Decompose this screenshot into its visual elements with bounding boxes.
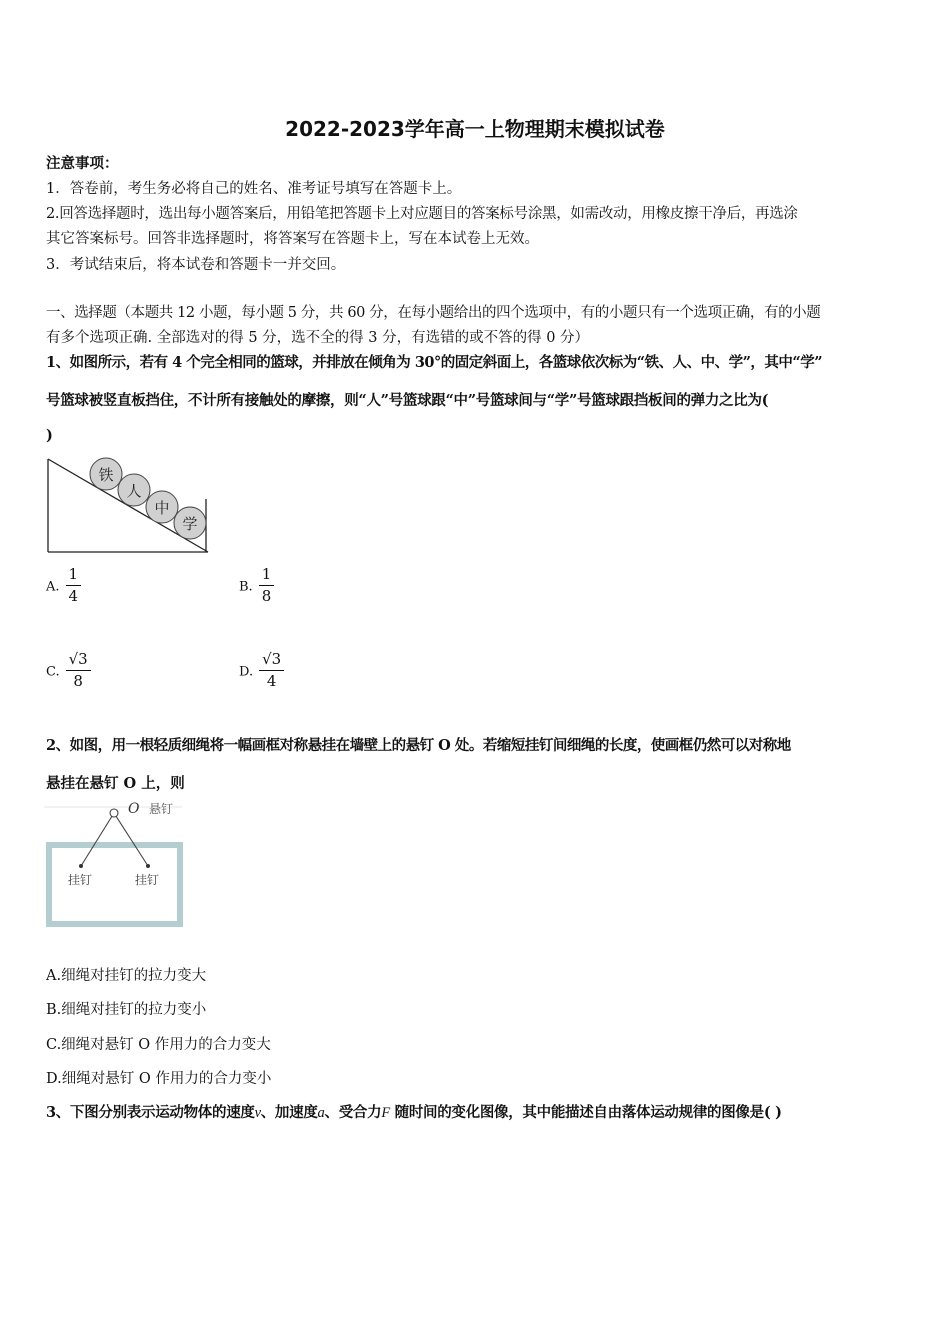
option-d: D.细绳对悬钉 O 作用力的合力变小: [46, 1071, 272, 1087]
o-label: O: [128, 801, 140, 817]
question-3-text: 3、下图分别表示运动物体的速度v、加速度a、受合力F 随时间的变化图像，其中能描述自由落体运动规律的图像是( ): [46, 1104, 782, 1121]
question-1-text: 号篮球被竖直板挡住，不计所有接触处的摩擦，则“人”号篮球跟“中”号篮球间与“学”号篮球跟挡板间的弹力之比为(: [46, 392, 769, 409]
option-b: B. $\frac{1}{8}$: [239, 566, 274, 606]
ball-label: 中: [154, 499, 170, 517]
nail-icon: [146, 864, 150, 868]
option-a: A.细绳对挂钉的拉力变大: [46, 968, 207, 984]
picture-frame-figure: [44, 798, 189, 930]
notice-item: 其它答案标号。回答非选择题时，将答案写在答题卡上，写在本试卷上无效。: [46, 231, 539, 247]
option-c: C. $\frac{√3}{8}$: [46, 651, 91, 691]
notice-item: 3．考试结束后，将本试卷和答题卡一并交回。: [46, 257, 346, 273]
question-2-text: 悬挂在悬钉 O 上，则: [46, 775, 185, 792]
notice-heading: 注意事项：: [46, 155, 119, 172]
option-c: C.细绳对悬钉 O 作用力的合力变大: [46, 1037, 271, 1053]
hanging-nail-icon: [110, 809, 118, 817]
right-nail-label: 挂钉: [135, 873, 160, 887]
hang-nail-label: 悬钉: [149, 802, 174, 816]
ball-label: 人: [126, 482, 142, 500]
section-instructions: 有多个选项正确. 全部选对的得 5 分，选不全的得 3 分，有选错的或不答的得 0 分）: [46, 330, 590, 346]
ball-label: 铁: [98, 466, 114, 484]
option-b: B.细绳对挂钉的拉力变小: [46, 1002, 207, 1018]
notice-item: 2.回答选择题时，选出每小题答案后，用铅笔把答题卡上对应题目的答案标号涂黑，如需改动，用橡皮擦干净后，再选涂: [46, 206, 798, 222]
basketball-icon: [146, 491, 178, 523]
option-d: D. $\frac{√3}{4}$: [239, 651, 284, 691]
question-1-text: 1、如图所示，若有 4 个完全相同的篮球，并排放在倾角为 30°的固定斜面上，各篮球依次标为“铁、人、中、学”，其中“学”: [46, 354, 823, 371]
page-title: 2022-2023学年高一上物理期末模拟试卷: [285, 117, 665, 141]
left-nail-label: 挂钉: [68, 873, 93, 887]
basketball-icon: [118, 474, 150, 506]
incline-basketballs-figure: [44, 455, 212, 557]
question-2-text: 2、如图，用一根轻质细绳将一幅画框对称悬挂在墙壁上的悬钉 O 处。若缩短挂钉间细绳的长度，使画框仍然可以对称地: [46, 737, 791, 754]
section-instructions: 一、选择题（本题共 12 小题，每小题 5 分，共 60 分，在每小题给出的四个选项中，有的小题只有一个选项正确，有的小题: [46, 305, 821, 321]
question-1-text: ): [46, 427, 53, 444]
nail-icon: [79, 864, 83, 868]
option-a: A. $\frac{1}{4}$: [46, 566, 81, 606]
basketball-icon: [90, 458, 122, 490]
ball-label: 学: [182, 515, 198, 533]
basketball-icon: [174, 507, 206, 539]
notice-item: 1．答卷前，考生务必将自己的姓名、准考证号填写在答题卡上。: [46, 181, 462, 197]
